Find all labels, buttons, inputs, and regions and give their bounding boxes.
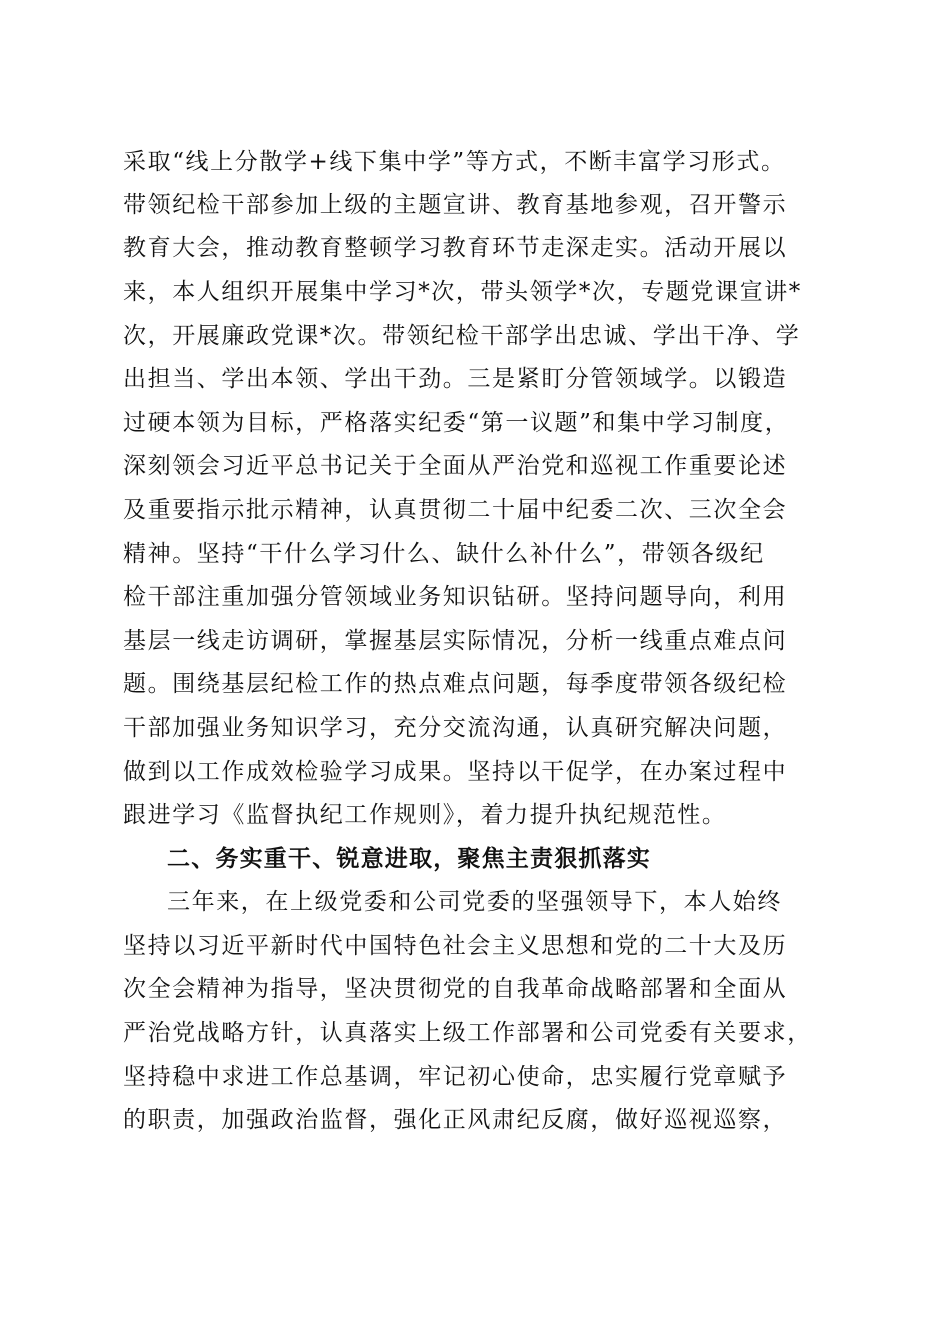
body-text-line: 出担当、学出本领、学出干劲。三是紧盯分管领域学。以锻造 bbox=[123, 366, 788, 392]
body-text-line: 次，开展廉政党课*次。带领纪检干部学出忠诚、学出干净、学 bbox=[123, 323, 801, 349]
body-text-line: 干部加强业务知识学习，充分交流沟通，认真研究解决问题， bbox=[123, 715, 788, 741]
body-text-line: 坚持稳中求进工作总基调，牢记初心使命，忠实履行党章赋予 bbox=[123, 1064, 788, 1090]
body-text-line: 三年来，在上级党委和公司党委的坚强领导下，本人始终 bbox=[167, 889, 782, 915]
body-text-line: 过硬本领为目标，严格落实纪委“第一议题”和集中学习制度， bbox=[123, 410, 790, 436]
body-text-line: 精神。坚持“干什么学习什么、缺什么补什么”，带领各级纪 bbox=[123, 541, 765, 567]
body-text-line: 基层一线走访调研，掌握基层实际情况，分析一线重点难点问 bbox=[123, 628, 788, 654]
body-text-line: 来，本人组织开展集中学习*次，带头领学*次，专题党课宣讲* bbox=[123, 279, 802, 305]
body-text-line: 做到以工作成效检验学习成果。坚持以干促学，在办案过程中 bbox=[123, 759, 788, 785]
body-text-line: 跟进学习《监督执纪工作规则》，着力提升执纪规范性。 bbox=[123, 802, 727, 828]
body-text-line: 及重要指示批示精神，认真贯彻二十届中纪委二次、三次全会 bbox=[123, 497, 788, 523]
section-heading: 二、务实重干、锐意进取，聚焦主责狠抓落实 bbox=[167, 846, 651, 872]
body-text-line: 的职责，加强政治监督，强化正风肃纪反腐，做好巡视巡察， bbox=[123, 1107, 788, 1133]
body-text-line: 坚持以习近平新时代中国特色社会主义思想和党的二十大及历 bbox=[123, 933, 788, 959]
body-text-line: 次全会精神为指导，坚决贯彻党的自我革命战略部署和全面从 bbox=[123, 976, 788, 1002]
body-text-line: 深刻领会习近平总书记关于全面从严治党和巡视工作重要论述 bbox=[123, 453, 788, 479]
body-text-line: 题。围绕基层纪检工作的热点难点问题，每季度带领各级纪检 bbox=[123, 671, 788, 697]
body-text-line: 严治党战略方针，认真落实上级工作部署和公司党委有关要求， bbox=[123, 1020, 812, 1046]
body-text-line: 采取“线上分散学+线下集中学”等方式，不断丰富学习形式。 bbox=[123, 149, 786, 175]
body-text-line: 教育大会，推动教育整顿学习教育环节走深走实。活动开展以 bbox=[123, 235, 788, 261]
body-text-line: 带领纪检干部参加上级的主题宣讲、教育基地参观，召开警示 bbox=[123, 192, 788, 218]
body-text-line: 检干部注重加强分管领域业务知识钻研。坚持问题导向，利用 bbox=[123, 584, 788, 610]
